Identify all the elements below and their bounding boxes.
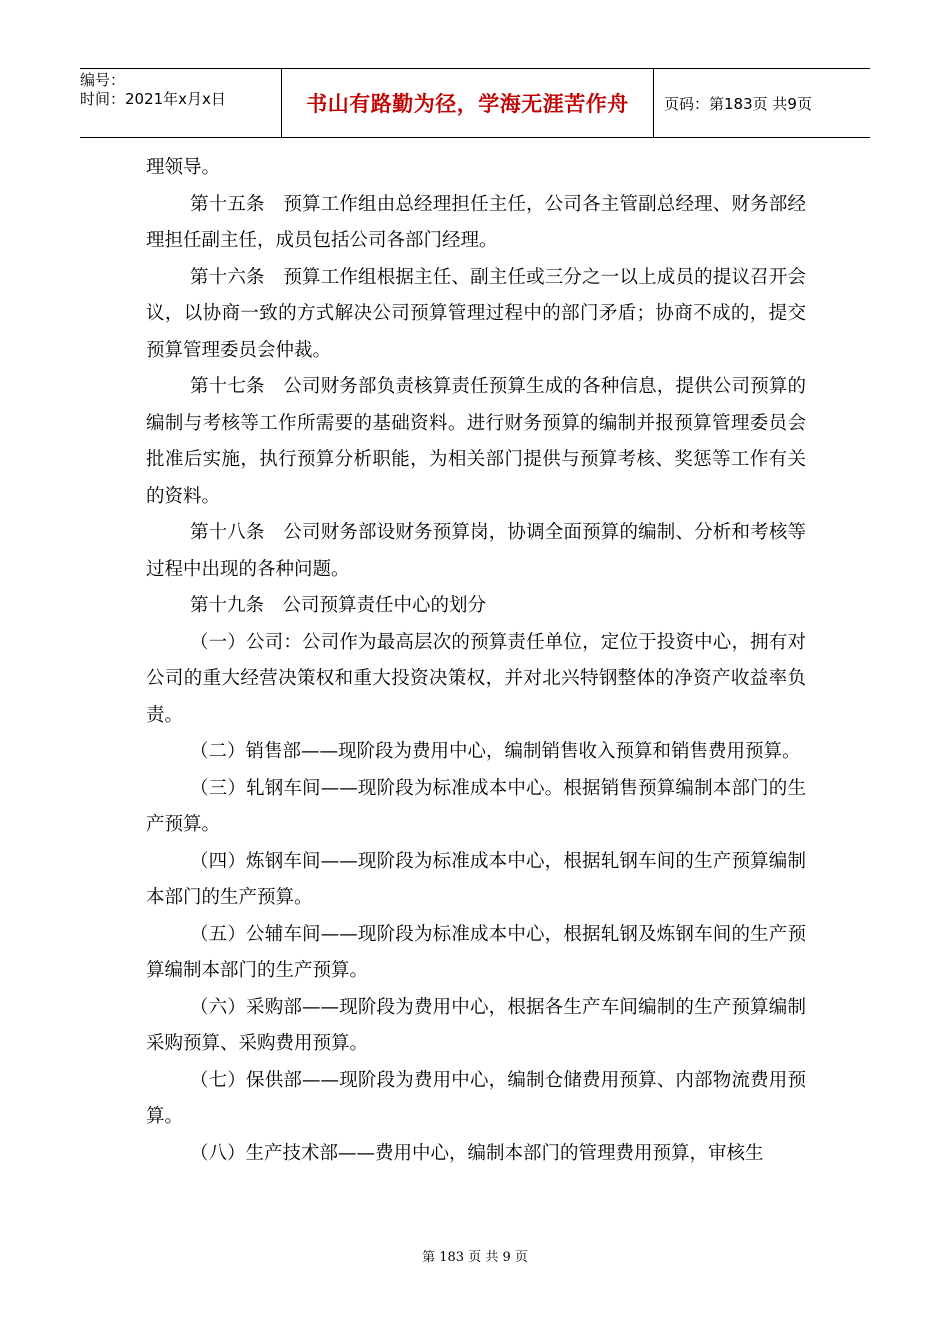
body-paragraph: （三）轧钢车间——现阶段为标准成本中心。根据销售预算编制本部门的生产预算。	[146, 777, 806, 835]
body-paragraph: 第十五条 预算工作组由总经理担任主任，公司各主管副总经理、财务部经理担任副主任，成员包括公司各部门经理。	[146, 193, 806, 251]
body-paragraph: 第十七条 公司财务部负责核算责任预算生成的各种信息，提供公司预算的编制与考核等工作所需要的基础资料。进行财务预算的编制并报预算管理委员会批准后实施，执行预算分析职能，为相关部门提供与预算考核、奖惩等工作有关的资料。	[146, 376, 806, 507]
body-paragraph: 第十九条 公司预算责任中心的划分	[190, 595, 487, 616]
page-header	[80, 68, 870, 138]
page-footer: 第 183 页 共 9 页	[422, 1250, 528, 1265]
body-paragraph: （八）生产技术部——费用中心，编制本部门的管理费用预算，审核生	[190, 1142, 764, 1164]
body-paragraph: 第十六条 预算工作组根据主任、副主任或三分之一以上成员的提议召开会议，以协商一致的方式解决公司预算管理过程中的部门矛盾；协商不成的，提交预算管理委员会仲裁。	[146, 266, 806, 361]
body-paragraph: 理领导。	[146, 157, 221, 178]
body-paragraph: （五）公辅车间——现阶段为标准成本中心，根据轧钢及炼钢车间的生产预算编制本部门的生产预算。	[146, 923, 806, 981]
header-motto: 书山有路勤为径，学海无涯苦作舟	[281, 69, 654, 137]
document-body	[146, 150, 806, 1172]
body-paragraph: （四）炼钢车间——现阶段为标准成本中心，根据轧钢车间的生产预算编制本部门的生产预算。	[146, 850, 806, 908]
body-paragraph: （二）销售部——现阶段为费用中心，编制销售收入预算和销售费用预算。	[190, 741, 801, 762]
header-meta	[80, 69, 281, 137]
document-number-label: 编号：	[80, 71, 126, 89]
header-page-info: 页码：第183页 共9页	[664, 94, 812, 113]
body-paragraph: （七）保供部——现阶段为费用中心，编制仓储费用预算、内部物流费用预算。	[146, 1069, 806, 1127]
document-time-label: 时间：2021年x月x日	[80, 90, 226, 108]
body-paragraph: （一）公司：公司作为最高层次的预算责任单位，定位于投资中心，拥有对公司的重大经营决策权和重大投资决策权，并对北兴特钢整体的净资产收益率负责。	[146, 631, 806, 726]
body-paragraph: （六）采购部——现阶段为费用中心，根据各生产车间编制的生产预算编制采购预算、采购费用预算。	[146, 996, 806, 1054]
body-paragraph: 第十八条 公司财务部设财务预算岗，协调全面预算的编制、分析和考核等过程中出现的各种问题。	[146, 522, 806, 580]
